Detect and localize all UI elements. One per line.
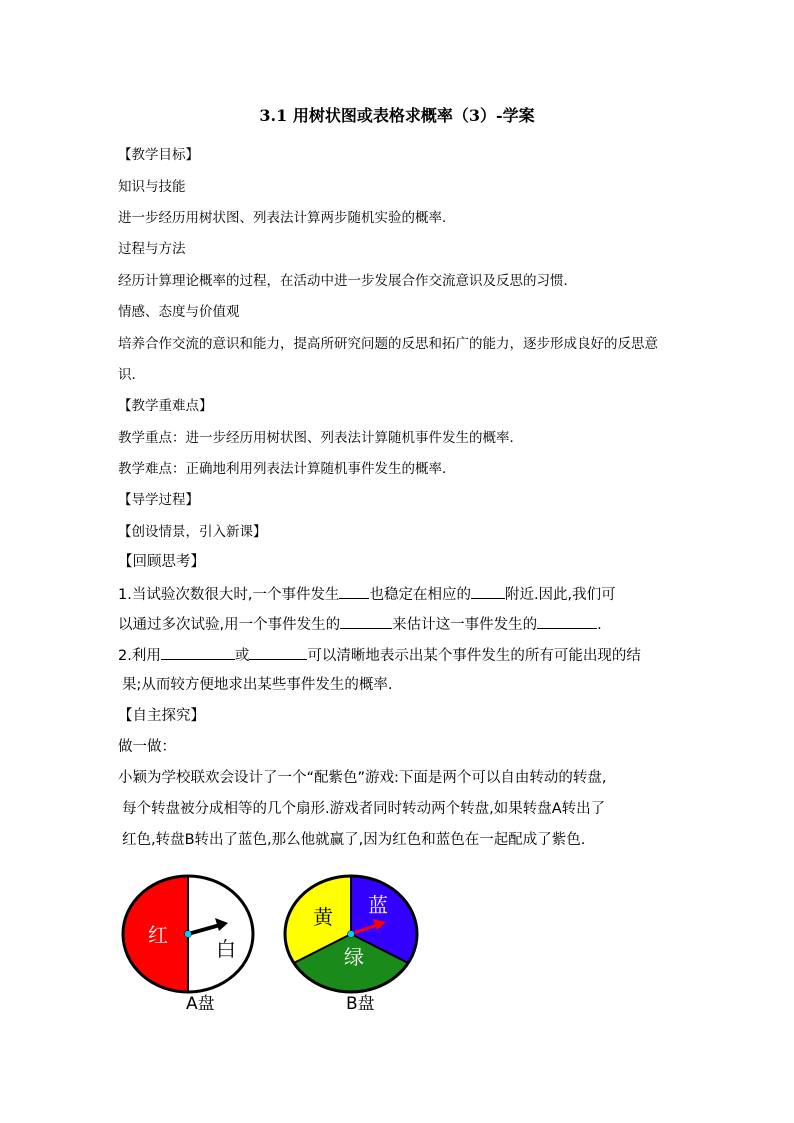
emotion-text-2: 识．	[118, 367, 145, 383]
intro-heading: 【创设情景，引入新课】	[118, 524, 267, 540]
key-points-heading: 【教学重难点】	[118, 398, 213, 414]
question-2-line-1	[118, 643, 641, 667]
q1-text-d: 以通过多次试验,用一个事件发生的	[118, 617, 341, 633]
q2-text-a: 2.利用	[118, 648, 161, 664]
spinner-b-label: B盘	[346, 994, 375, 1014]
process-method-text: 经历计算理论概率的过程，在活动中进一步发展合作交流意识及反思的习惯．	[118, 273, 577, 289]
knowledge-heading: 知识与技能	[118, 179, 186, 195]
spinner-b-center	[348, 931, 355, 938]
spinner-a	[123, 876, 253, 1014]
blank-5[interactable]	[161, 643, 235, 660]
blank-3[interactable]	[340, 612, 392, 629]
blank-4[interactable]	[537, 612, 597, 629]
blank-6[interactable]	[249, 643, 307, 660]
key-focus: 教学重点：进一步经历用树状图、列表法计算随机事件发生的概率．	[118, 430, 523, 446]
story-line-3: 红色,转盘B转出了蓝色,那么他就赢了,因为红色和蓝色在一起配成了紫色.	[122, 832, 586, 848]
question-2-line-2: 果;从而较方便地求出某些事件发生的概率.	[122, 677, 393, 693]
question-1-line-2	[118, 612, 602, 636]
spinners-figure	[118, 866, 428, 1020]
q1-text-b: 也稳定在相应的	[369, 587, 471, 603]
q2-text-b: 或	[234, 648, 250, 664]
q2-text-c: 可以清晰地表示出某个事件发生的所有可能出现的结	[307, 648, 641, 664]
spinner-a-red-label: 红	[148, 923, 168, 947]
blank-1[interactable]	[339, 582, 369, 599]
q1-text-f: .	[597, 617, 602, 633]
page-title: 3.1 用树状图或表格求概率（3）-学案	[259, 106, 535, 125]
spinner-a-white-sector	[188, 876, 253, 992]
q1-text-c: 附近.因此,我们可	[504, 587, 616, 603]
spinner-b	[285, 876, 417, 1014]
guide-process-heading: 【导学过程】	[118, 492, 199, 508]
blank-2[interactable]	[471, 582, 505, 599]
review-heading: 【回顾思考】	[118, 554, 205, 570]
spinner-b-blue-label: 蓝	[368, 893, 388, 917]
spinner-a-center	[185, 931, 192, 938]
explore-heading: 【自主探究】	[118, 708, 205, 724]
key-difficulty: 教学难点：正确地利用列表法计算随机事件发生的概率．	[118, 461, 456, 477]
q1-text-a: 1.当试验次数很大时,一个事件发生	[118, 587, 340, 603]
spinner-a-white-label: 白	[216, 937, 236, 961]
spinners-svg	[118, 866, 428, 1016]
knowledge-text: 进一步经历用树状图、列表法计算两步随机实验的概率．	[118, 210, 456, 226]
emotion-text-1: 培养合作交流的意识和能力，提高所研究问题的反思和拓广的能力，逐步形成良好的反思意	[118, 336, 658, 352]
doit-label: 做一做：	[118, 739, 176, 755]
question-1-line-1	[118, 582, 616, 606]
emotion-heading: 情感、态度与价值观	[118, 304, 240, 320]
story-line-2: 每个转盘被分成相等的几个扇形.游戏者同时转动两个转盘,如果转盘A转出了	[122, 801, 606, 817]
q1-text-e: 来估计这一事件发生的	[392, 617, 538, 633]
process-method-heading: 过程与方法	[118, 241, 186, 257]
spinner-b-green-label: 绿	[344, 945, 364, 969]
objectives-heading: 【教学目标】	[118, 147, 199, 163]
spinner-b-yellow-label: 黄	[313, 905, 333, 929]
story-line-1: 小颖为学校联欢会设计了一个“配紫色”游戏:下面是两个可以自由转动的转盘,	[118, 770, 607, 786]
spinner-a-label: A盘	[186, 994, 215, 1014]
